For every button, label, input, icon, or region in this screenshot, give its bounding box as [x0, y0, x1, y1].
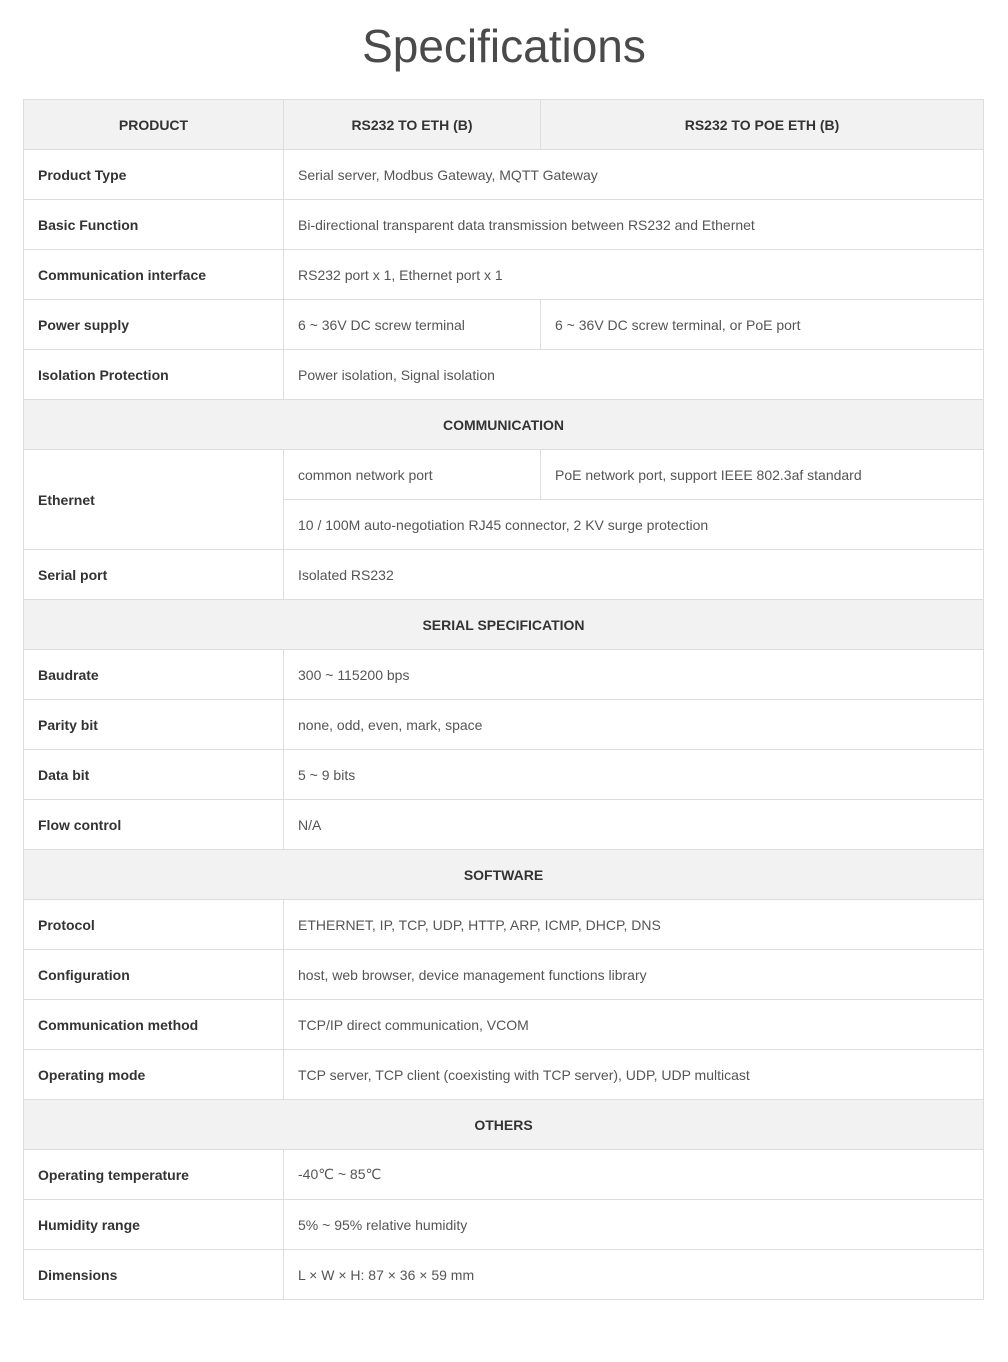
section-row: [24, 400, 984, 450]
row-value: ETHERNET, IP, TCP, UDP, HTTP, ARP, ICMP, DHCP, DNS: [284, 900, 984, 950]
row-label: Isolation Protection: [24, 350, 284, 400]
row-value: RS232 port x 1, Ethernet port x 1: [284, 250, 984, 300]
table-row: [24, 650, 984, 700]
row-value-eth: 6 ~ 36V DC screw terminal: [284, 300, 541, 350]
table-row: [24, 900, 984, 950]
row-label: Communication interface: [24, 250, 284, 300]
row-value: Serial server, Modbus Gateway, MQTT Gateway: [284, 150, 984, 200]
header-rs232-to-poe-eth: RS232 TO POE ETH (B): [541, 100, 984, 150]
table-row: [24, 150, 984, 200]
row-label: Operating mode: [24, 1050, 284, 1100]
table-row: [24, 950, 984, 1000]
table-header-row: [24, 100, 984, 150]
row-label: Configuration: [24, 950, 284, 1000]
row-value-poe: PoE network port, support IEEE 802.3af standard: [541, 450, 984, 500]
table-row: [24, 700, 984, 750]
row-value-eth: common network port: [284, 450, 541, 500]
table-row: [24, 1150, 984, 1200]
row-value: -40℃ ~ 85℃: [284, 1150, 984, 1200]
section-row: [24, 850, 984, 900]
row-label: Data bit: [24, 750, 284, 800]
row-label: Flow control: [24, 800, 284, 850]
row-label: Serial port: [24, 550, 284, 600]
row-label: Operating temperature: [24, 1150, 284, 1200]
row-value: TCP server, TCP client (coexisting with TCP server), UDP, UDP multicast: [284, 1050, 984, 1100]
row-label: Protocol: [24, 900, 284, 950]
row-value: Isolated RS232: [284, 550, 984, 600]
row-label: Basic Function: [24, 200, 284, 250]
page-title: Specifications: [362, 20, 646, 72]
table-row: [24, 450, 984, 500]
row-value: 5% ~ 95% relative humidity: [284, 1200, 984, 1250]
table-row: [24, 1050, 984, 1100]
row-value: host, web browser, device management functions library: [284, 950, 984, 1000]
header-rs232-to-eth: RS232 TO ETH (B): [284, 100, 541, 150]
specifications-table: [23, 99, 984, 1300]
row-value: N/A: [284, 800, 984, 850]
table-row: [24, 1000, 984, 1050]
row-value: none, odd, even, mark, space: [284, 700, 984, 750]
section-row: [24, 600, 984, 650]
table-row: [24, 1250, 984, 1300]
table-row: [24, 1200, 984, 1250]
row-label: Communication method: [24, 1000, 284, 1050]
row-label: Parity bit: [24, 700, 284, 750]
row-value: TCP/IP direct communication, VCOM: [284, 1000, 984, 1050]
row-value: 300 ~ 115200 bps: [284, 650, 984, 700]
row-value: 5 ~ 9 bits: [284, 750, 984, 800]
row-value: 10 / 100M auto-negotiation RJ45 connector, 2 KV surge protection: [284, 500, 984, 550]
row-label: Dimensions: [24, 1250, 284, 1300]
section-software: SOFTWARE: [24, 850, 984, 900]
table-row: [24, 350, 984, 400]
row-label: Power supply: [24, 300, 284, 350]
table-row: [24, 250, 984, 300]
section-row: [24, 1100, 984, 1150]
row-value: L × W × H: 87 × 36 × 59 mm: [284, 1250, 984, 1300]
header-product: PRODUCT: [24, 100, 284, 150]
section-communication: COMMUNICATION: [24, 400, 984, 450]
table-row: [24, 750, 984, 800]
row-value-poe: 6 ~ 36V DC screw terminal, or PoE port: [541, 300, 984, 350]
table-row: [24, 800, 984, 850]
row-value: Power isolation, Signal isolation: [284, 350, 984, 400]
row-label: Ethernet: [24, 450, 284, 550]
row-label: Baudrate: [24, 650, 284, 700]
table-row: [24, 200, 984, 250]
section-others: OTHERS: [24, 1100, 984, 1150]
table-row: [24, 300, 984, 350]
table-row: [24, 550, 984, 600]
row-value: Bi-directional transparent data transmission between RS232 and Ethernet: [284, 200, 984, 250]
section-serial-specification: SERIAL SPECIFICATION: [24, 600, 984, 650]
row-label: Humidity range: [24, 1200, 284, 1250]
row-label: Product Type: [24, 150, 284, 200]
